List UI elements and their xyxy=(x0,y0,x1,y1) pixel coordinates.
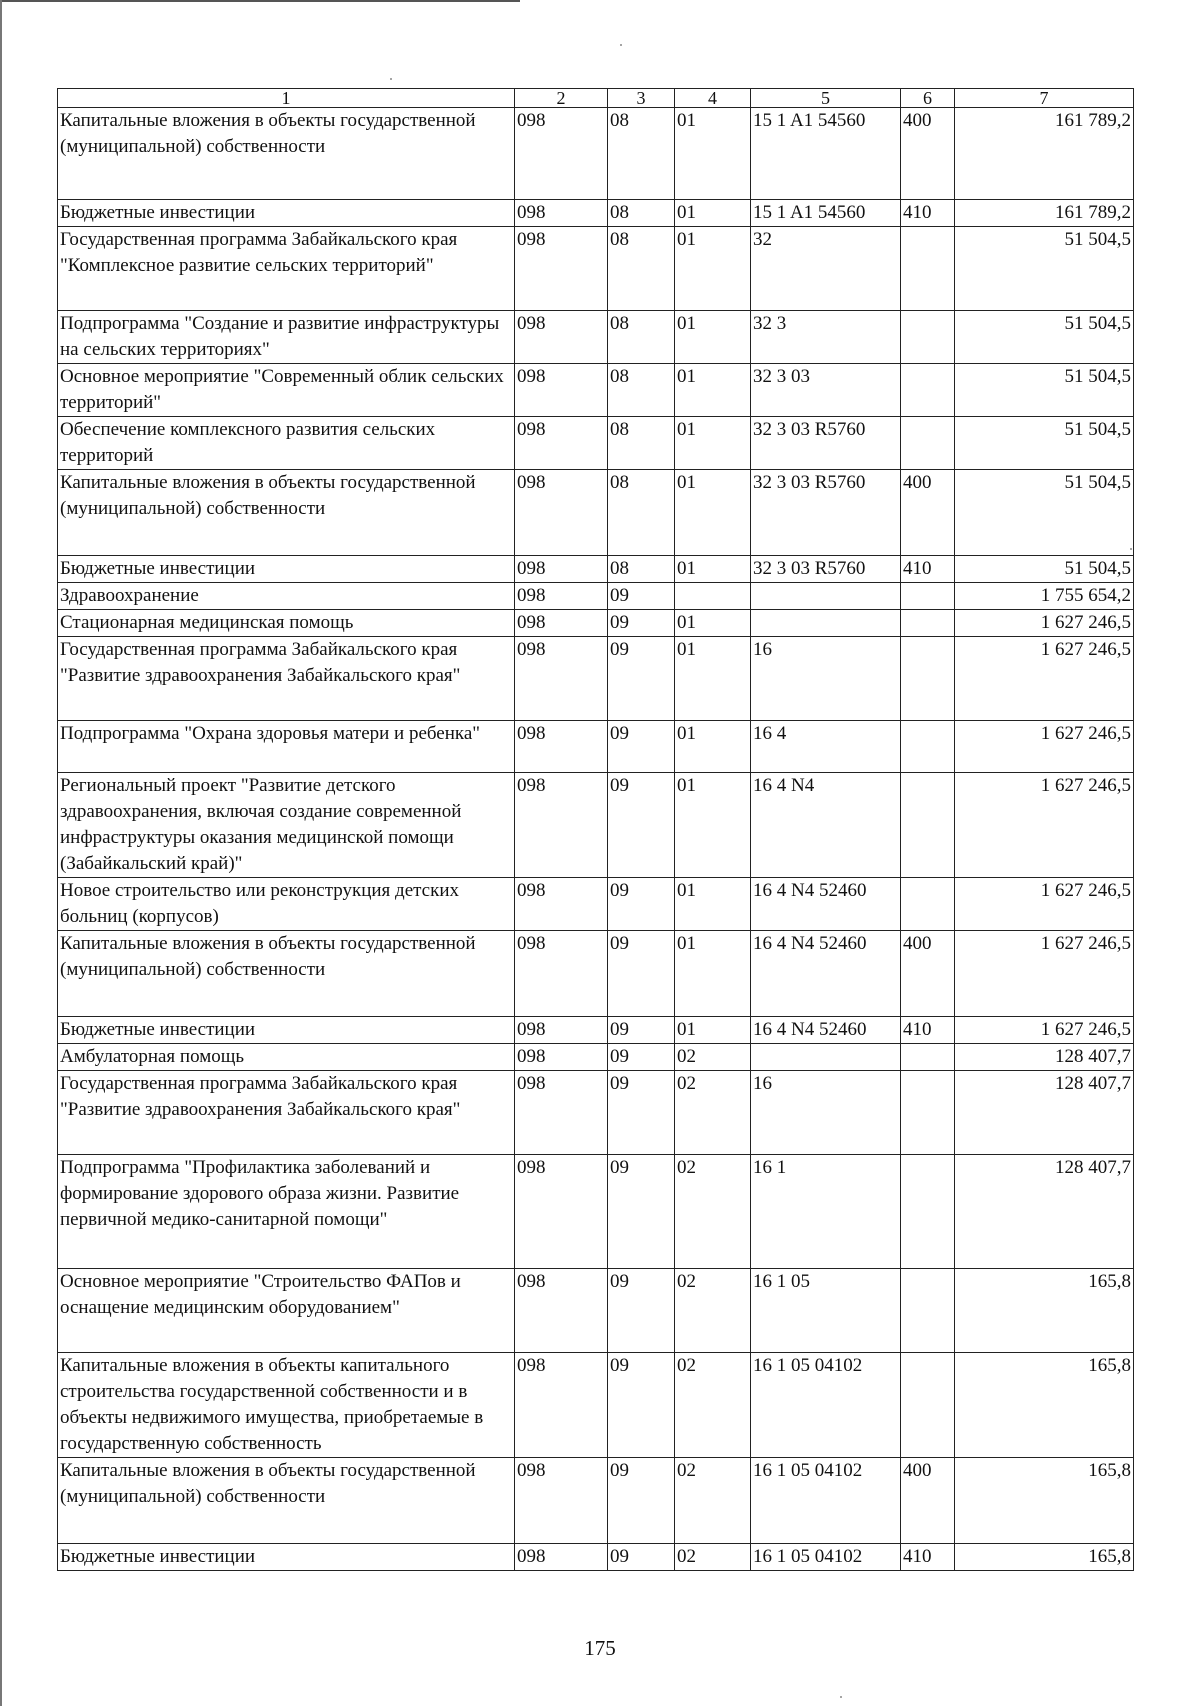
cell-target-article: 16 1 05 04102 xyxy=(751,1544,901,1571)
cell-grbs: 098 xyxy=(515,1353,608,1458)
cell-amount: 51 504,5 xyxy=(955,417,1134,470)
cell-amount: 1 627 246,5 xyxy=(955,931,1134,1017)
cell-subsection: 01 xyxy=(675,878,751,931)
cell-subsection: 01 xyxy=(675,200,751,227)
cell-section: 08 xyxy=(608,364,675,417)
cell-amount: 128 407,7 xyxy=(955,1071,1134,1155)
cell-target-article: 16 4 N4 52460 xyxy=(751,931,901,1017)
cell-amount: 128 407,7 xyxy=(955,1044,1134,1071)
cell-target-article: 15 1 A1 54560 xyxy=(751,108,901,200)
table-row xyxy=(58,1017,1134,1044)
cell-expense-type xyxy=(901,1353,955,1458)
cell-target-article: 16 xyxy=(751,637,901,721)
cell-name: Обеспечение комплексного развития сельских территорий xyxy=(58,417,515,470)
cell-grbs: 098 xyxy=(515,200,608,227)
cell-amount: 1 627 246,5 xyxy=(955,637,1134,721)
cell-subsection: 01 xyxy=(675,417,751,470)
cell-amount: 51 504,5 xyxy=(955,470,1134,556)
cell-expense-type: 400 xyxy=(901,1458,955,1544)
cell-grbs: 098 xyxy=(515,227,608,311)
cell-section: 09 xyxy=(608,931,675,1017)
cell-expense-type xyxy=(901,610,955,637)
table-row xyxy=(58,227,1134,311)
cell-grbs: 098 xyxy=(515,1044,608,1071)
cell-amount: 1 627 246,5 xyxy=(955,1017,1134,1044)
cell-subsection: 01 xyxy=(675,1017,751,1044)
cell-grbs: 098 xyxy=(515,878,608,931)
cell-target-article: 16 4 N4 52460 xyxy=(751,878,901,931)
cell-amount: 1 627 246,5 xyxy=(955,773,1134,878)
cell-section: 09 xyxy=(608,1544,675,1571)
cell-subsection: 02 xyxy=(675,1071,751,1155)
cell-section: 08 xyxy=(608,311,675,364)
cell-amount: 161 789,2 xyxy=(955,200,1134,227)
cell-subsection: 01 xyxy=(675,637,751,721)
cell-target-article: 32 3 03 xyxy=(751,364,901,417)
cell-subsection: 01 xyxy=(675,227,751,311)
cell-target-article: 15 1 A1 54560 xyxy=(751,200,901,227)
table-row xyxy=(58,1269,1134,1353)
table-row xyxy=(58,556,1134,583)
table-row xyxy=(58,773,1134,878)
cell-subsection: 02 xyxy=(675,1544,751,1571)
cell-amount: 1 755 654,2 xyxy=(955,583,1134,610)
table-row xyxy=(58,610,1134,637)
table-row xyxy=(58,931,1134,1017)
cell-name: Капитальные вложения в объекты государственной (муниципальной) собственности xyxy=(58,470,515,556)
table-row xyxy=(58,1458,1134,1544)
cell-section: 09 xyxy=(608,1044,675,1071)
scan-speck xyxy=(620,44,622,46)
cell-name: Бюджетные инвестиции xyxy=(58,1017,515,1044)
cell-section: 08 xyxy=(608,108,675,200)
cell-target-article xyxy=(751,610,901,637)
cell-grbs: 098 xyxy=(515,1269,608,1353)
cell-grbs: 098 xyxy=(515,773,608,878)
cell-amount: 165,8 xyxy=(955,1353,1134,1458)
cell-name: Новое строительство или реконструкция детских больниц (корпусов) xyxy=(58,878,515,931)
table-row xyxy=(58,1044,1134,1071)
cell-expense-type: 400 xyxy=(901,470,955,556)
cell-name: Бюджетные инвестиции xyxy=(58,556,515,583)
cell-subsection: 02 xyxy=(675,1155,751,1269)
cell-name: Подпрограмма "Охрана здоровья матери и ребенка" xyxy=(58,721,515,773)
scan-edge-top xyxy=(0,0,520,2)
cell-name: Капитальные вложения в объекты государственной (муниципальной) собственности xyxy=(58,1458,515,1544)
table-row xyxy=(58,878,1134,931)
table-row xyxy=(58,417,1134,470)
table-row xyxy=(58,583,1134,610)
cell-subsection: 01 xyxy=(675,311,751,364)
column-number: 1 xyxy=(58,89,515,108)
column-number: 3 xyxy=(608,89,675,108)
cell-target-article: 16 1 05 04102 xyxy=(751,1353,901,1458)
cell-name: Бюджетные инвестиции xyxy=(58,1544,515,1571)
scan-edge-left xyxy=(0,0,2,1706)
cell-name: Подпрограмма "Профилактика заболеваний и формирование здорового образа жизни. Развитие первичной медико-санитарной помощи" xyxy=(58,1155,515,1269)
cell-expense-type xyxy=(901,1071,955,1155)
cell-subsection: 01 xyxy=(675,556,751,583)
cell-grbs: 098 xyxy=(515,417,608,470)
table-row xyxy=(58,1155,1134,1269)
cell-section: 08 xyxy=(608,417,675,470)
cell-grbs: 098 xyxy=(515,637,608,721)
cell-amount: 165,8 xyxy=(955,1544,1134,1571)
cell-expense-type xyxy=(901,583,955,610)
cell-amount: 51 504,5 xyxy=(955,364,1134,417)
cell-target-article: 16 4 N4 xyxy=(751,773,901,878)
scan-speck xyxy=(840,1696,842,1698)
column-number: 4 xyxy=(675,89,751,108)
table-body xyxy=(58,108,1134,1571)
cell-subsection: 01 xyxy=(675,610,751,637)
cell-target-article: 16 4 N4 52460 xyxy=(751,1017,901,1044)
cell-expense-type xyxy=(901,878,955,931)
cell-expense-type: 410 xyxy=(901,1544,955,1571)
cell-expense-type xyxy=(901,1269,955,1353)
table-row xyxy=(58,311,1134,364)
scan-speck xyxy=(390,78,392,80)
column-number-row xyxy=(58,89,1134,108)
cell-section: 09 xyxy=(608,1269,675,1353)
cell-grbs: 098 xyxy=(515,556,608,583)
cell-section: 08 xyxy=(608,227,675,311)
table-row xyxy=(58,1544,1134,1571)
cell-grbs: 098 xyxy=(515,610,608,637)
cell-subsection: 01 xyxy=(675,931,751,1017)
table-row xyxy=(58,1353,1134,1458)
cell-amount: 51 504,5 xyxy=(955,556,1134,583)
budget-table xyxy=(57,88,1134,1571)
cell-subsection: 01 xyxy=(675,721,751,773)
cell-name: Подпрограмма "Создание и развитие инфраструктуры на сельских территориях" xyxy=(58,311,515,364)
cell-grbs: 098 xyxy=(515,931,608,1017)
table-row xyxy=(58,637,1134,721)
cell-target-article: 16 1 xyxy=(751,1155,901,1269)
cell-expense-type xyxy=(901,311,955,364)
cell-name: Амбулаторная помощь xyxy=(58,1044,515,1071)
cell-name: Региональный проект "Развитие детского здравоохранения, включая создание современной инфраструктуры оказания медицинской помощи (Забайкальский край)" xyxy=(58,773,515,878)
cell-expense-type: 410 xyxy=(901,1017,955,1044)
cell-name: Основное мероприятие "Современный облик сельских территорий" xyxy=(58,364,515,417)
cell-target-article: 32 3 03 R5760 xyxy=(751,470,901,556)
cell-target-article: 16 1 05 04102 xyxy=(751,1458,901,1544)
table-row xyxy=(58,721,1134,773)
cell-target-article: 32 xyxy=(751,227,901,311)
cell-subsection: 01 xyxy=(675,108,751,200)
cell-name: Государственная программа Забайкальского края "Развитие здравоохранения Забайкальского края" xyxy=(58,637,515,721)
cell-section: 09 xyxy=(608,878,675,931)
cell-grbs: 098 xyxy=(515,108,608,200)
cell-amount: 51 504,5 xyxy=(955,227,1134,311)
cell-name: Государственная программа Забайкальского края "Развитие здравоохранения Забайкальского края" xyxy=(58,1071,515,1155)
cell-expense-type xyxy=(901,1044,955,1071)
table-row xyxy=(58,200,1134,227)
cell-section: 09 xyxy=(608,1458,675,1544)
cell-grbs: 098 xyxy=(515,311,608,364)
cell-section: 09 xyxy=(608,1017,675,1044)
cell-amount: 1 627 246,5 xyxy=(955,610,1134,637)
cell-subsection: 02 xyxy=(675,1044,751,1071)
cell-target-article: 32 3 xyxy=(751,311,901,364)
cell-subsection: 02 xyxy=(675,1269,751,1353)
cell-subsection: 01 xyxy=(675,364,751,417)
cell-section: 08 xyxy=(608,556,675,583)
cell-expense-type: 410 xyxy=(901,556,955,583)
cell-name: Капитальные вложения в объекты капитального строительства государственной собственности и в объекты недвижимого имущества, приобретаемые в государственную собственность xyxy=(58,1353,515,1458)
table-row xyxy=(58,364,1134,417)
cell-name: Стационарная медицинская помощь xyxy=(58,610,515,637)
cell-expense-type xyxy=(901,227,955,311)
cell-expense-type xyxy=(901,773,955,878)
table-row xyxy=(58,470,1134,556)
cell-expense-type xyxy=(901,637,955,721)
cell-amount: 1 627 246,5 xyxy=(955,878,1134,931)
cell-grbs: 098 xyxy=(515,1155,608,1269)
cell-target-article: 16 1 05 xyxy=(751,1269,901,1353)
cell-target-article xyxy=(751,1044,901,1071)
cell-target-article: 16 4 xyxy=(751,721,901,773)
cell-grbs: 098 xyxy=(515,1017,608,1044)
cell-target-article xyxy=(751,583,901,610)
cell-expense-type: 400 xyxy=(901,931,955,1017)
cell-name: Капитальные вложения в объекты государственной (муниципальной) собственности xyxy=(58,931,515,1017)
cell-name: Капитальные вложения в объекты государственной (муниципальной) собственности xyxy=(58,108,515,200)
column-number: 5 xyxy=(751,89,901,108)
page-number: 175 xyxy=(584,1636,616,1660)
cell-section: 09 xyxy=(608,637,675,721)
cell-subsection xyxy=(675,583,751,610)
cell-expense-type xyxy=(901,364,955,417)
cell-name: Здравоохранение xyxy=(58,583,515,610)
cell-expense-type xyxy=(901,1155,955,1269)
cell-grbs: 098 xyxy=(515,1458,608,1544)
cell-name: Бюджетные инвестиции xyxy=(58,200,515,227)
cell-expense-type xyxy=(901,417,955,470)
cell-grbs: 098 xyxy=(515,1071,608,1155)
cell-section: 09 xyxy=(608,1071,675,1155)
cell-section: 08 xyxy=(608,470,675,556)
cell-grbs: 098 xyxy=(515,583,608,610)
cell-amount: 1 627 246,5 xyxy=(955,721,1134,773)
cell-grbs: 098 xyxy=(515,1544,608,1571)
cell-section: 09 xyxy=(608,1155,675,1269)
cell-amount: 161 789,2 xyxy=(955,108,1134,200)
cell-section: 09 xyxy=(608,721,675,773)
table-row xyxy=(58,108,1134,200)
cell-amount: 165,8 xyxy=(955,1458,1134,1544)
cell-subsection: 01 xyxy=(675,773,751,878)
cell-subsection: 02 xyxy=(675,1353,751,1458)
cell-section: 09 xyxy=(608,583,675,610)
cell-amount: 51 504,5 xyxy=(955,311,1134,364)
cell-section: 09 xyxy=(608,773,675,878)
cell-section: 09 xyxy=(608,1353,675,1458)
cell-target-article: 32 3 03 R5760 xyxy=(751,417,901,470)
cell-amount: 128 407,7 xyxy=(955,1155,1134,1269)
column-number: 2 xyxy=(515,89,608,108)
cell-section: 09 xyxy=(608,610,675,637)
cell-target-article: 16 xyxy=(751,1071,901,1155)
cell-target-article: 32 3 03 R5760 xyxy=(751,556,901,583)
cell-grbs: 098 xyxy=(515,364,608,417)
cell-expense-type: 410 xyxy=(901,200,955,227)
cell-expense-type: 400 xyxy=(901,108,955,200)
cell-subsection: 01 xyxy=(675,470,751,556)
cell-amount: 165,8 xyxy=(955,1269,1134,1353)
cell-grbs: 098 xyxy=(515,470,608,556)
column-number: 7 xyxy=(955,89,1134,108)
table-row xyxy=(58,1071,1134,1155)
cell-name: Государственная программа Забайкальского края "Комплексное развитие сельских территорий" xyxy=(58,227,515,311)
cell-name: Основное мероприятие "Строительство ФАПов и оснащение медицинским оборудованием" xyxy=(58,1269,515,1353)
cell-expense-type xyxy=(901,721,955,773)
cell-section: 08 xyxy=(608,200,675,227)
cell-subsection: 02 xyxy=(675,1458,751,1544)
column-number: 6 xyxy=(901,89,955,108)
cell-grbs: 098 xyxy=(515,721,608,773)
